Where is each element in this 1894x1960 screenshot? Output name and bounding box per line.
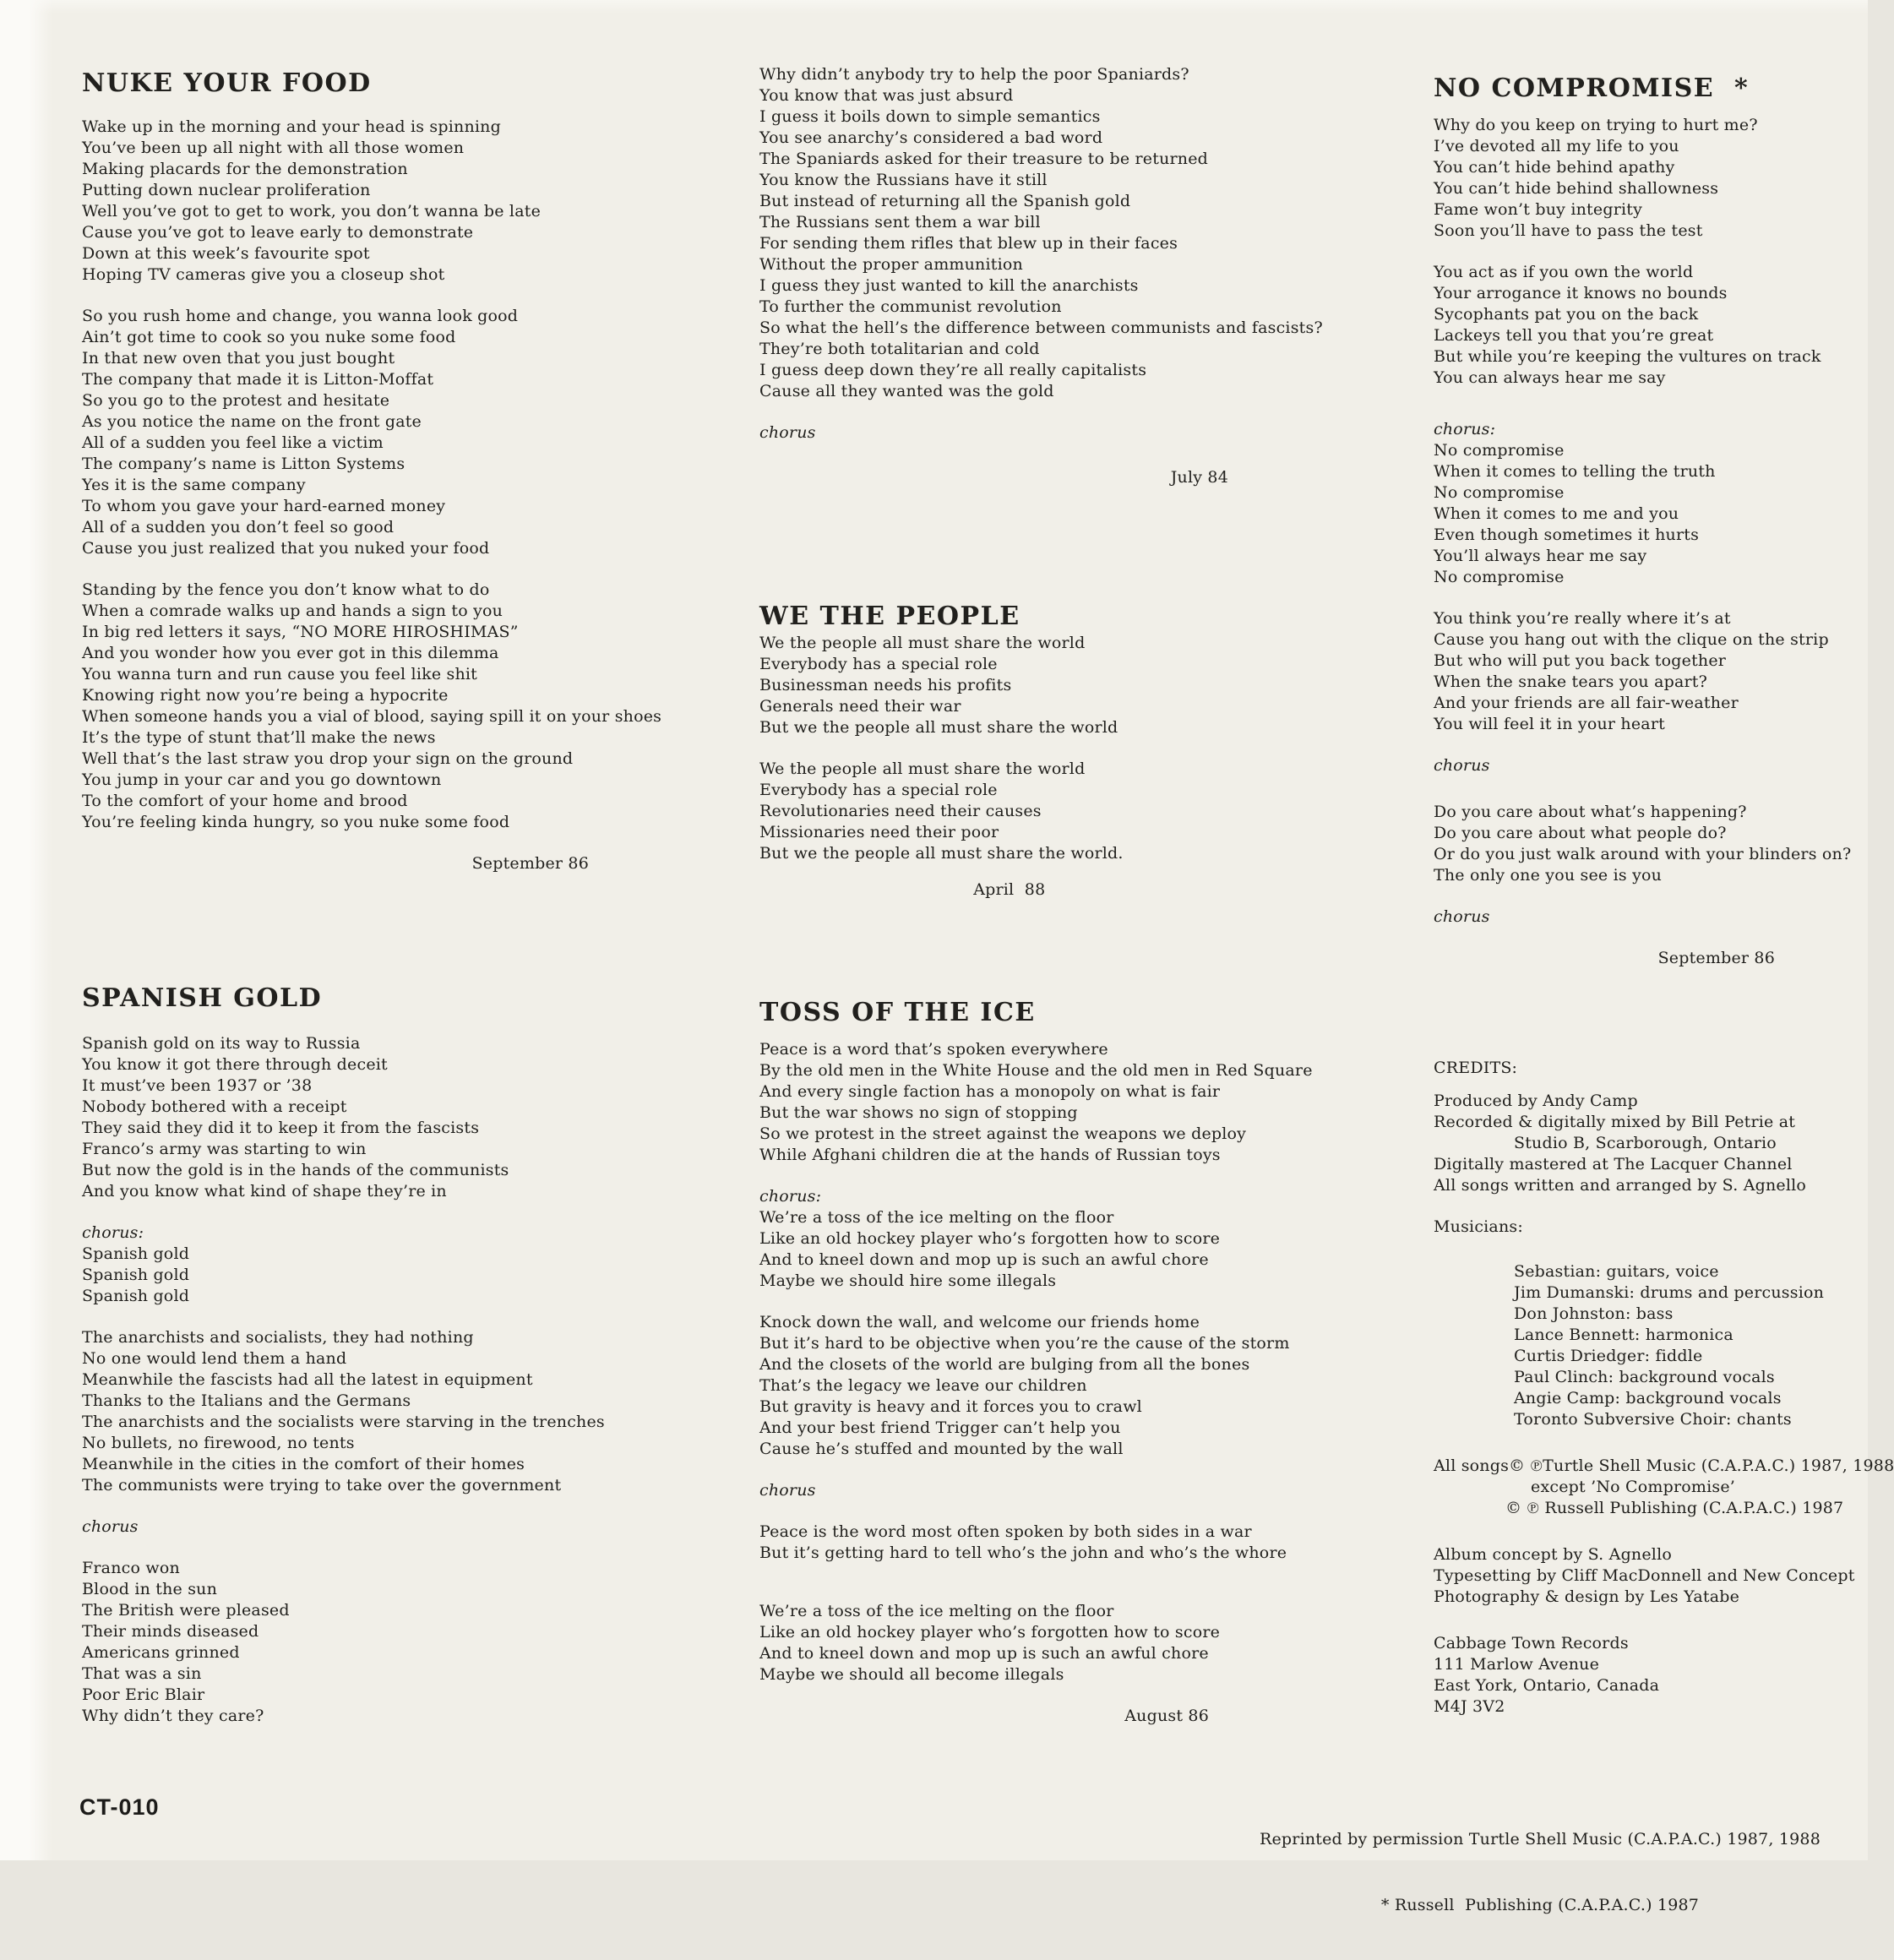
lyric-line: Cause he’s stuffed and mounted by the wall <box>759 1440 1124 1458</box>
lyric-line: Knock down the wall, and welcome our friends home <box>759 1313 1200 1331</box>
song-title: TOSS OF THE ICE <box>759 998 1036 1027</box>
chorus-label: chorus <box>1434 756 1490 775</box>
credit-line: Studio B, Scarborough, Ontario <box>1514 1134 1777 1152</box>
lyric-line: And to kneel down and mop up is such an awful chore <box>759 1250 1209 1269</box>
stanza <box>82 306 656 559</box>
stanza <box>1434 608 1829 735</box>
lyric-line: Spanish gold <box>82 1266 190 1284</box>
lyric-line: No compromise <box>1434 483 1565 502</box>
stanza <box>759 1601 1334 1685</box>
credit-line: Toronto Subversive Choir: chants <box>1514 1410 1792 1429</box>
lyric-line: The company’s name is Litton Systems <box>82 455 405 473</box>
lyric-line: Hoping TV cameras give you a closeup shot <box>82 265 445 284</box>
lyric-line: By the old men in the White House and the old men in Red Square <box>759 1061 1313 1080</box>
lyric-line: To the comfort of your home and brood <box>82 792 408 810</box>
lyric-line: But it’s getting hard to tell who’s the john and who’s the whore <box>759 1544 1287 1562</box>
credit-line: Produced by Andy Camp <box>1434 1092 1638 1110</box>
credit-line: Album concept by S. Agnello <box>1434 1545 1673 1564</box>
lyric-line: The anarchists and socialists, they had nothing <box>82 1328 474 1347</box>
lyric-line: So you rush home and change, you wanna look good <box>82 307 519 325</box>
column-right <box>1434 74 1894 1718</box>
chorus-label: chorus <box>759 1481 816 1500</box>
lyric-line: When the snake tears you apart? <box>1434 672 1708 691</box>
lyric-line: Franco’s army was starting to win <box>82 1140 367 1158</box>
lyric-line: Fame won’t buy integrity <box>1434 200 1643 219</box>
lyric-line: Cause all they wanted was the gold <box>759 382 1054 400</box>
lyric-line: The anarchists and the socialists were starving in the trenches <box>82 1413 605 1431</box>
lyric-line: Why didn’t they care? <box>82 1707 264 1725</box>
lyric-line: Franco won <box>82 1559 180 1577</box>
lyric-line: I guess it boils down to simple semantics <box>759 107 1101 126</box>
stanza <box>1434 1456 1894 1519</box>
credit-line: except ’No Compromise’ <box>1531 1478 1736 1496</box>
lyric-line: As you notice the name on the front gate <box>82 412 422 431</box>
lyric-line: We the people all must share the world <box>759 760 1086 778</box>
lyric-line: While Afghani children die at the hands of Russian toys <box>759 1146 1221 1164</box>
lyric-line: For sending them rifles that blew up in their faces <box>759 234 1178 253</box>
credit-line: Jim Dumanski: drums and percussion <box>1514 1283 1825 1302</box>
credit-line: Digitally mastered at The Lacquer Channel <box>1434 1155 1793 1173</box>
credit-line: All songs© ℗Turtle Shell Music (C.A.P.A.C.) 1987, 1988 <box>1434 1456 1894 1475</box>
lyric-line: Why didn’t anybody try to help the poor Spaniards? <box>759 65 1189 84</box>
stanza <box>1434 115 1812 242</box>
lyric-line: And the closets of the world are bulging from all the bones <box>759 1355 1250 1374</box>
stanza <box>1434 1261 1825 1430</box>
chorus-label: chorus <box>759 423 816 442</box>
lyric-line: Do you care about what people do? <box>1434 824 1727 842</box>
lyric-line: Generals need their war <box>759 697 961 716</box>
lyric-line: Ain’t got time to cook so you nuke some food <box>82 328 456 346</box>
lyric-line: Without the proper ammunition <box>759 255 1023 274</box>
lyric-line: Maybe we should all become illegals <box>759 1665 1064 1684</box>
lyric-line: So what the hell’s the difference between communists and fascists? <box>759 318 1323 337</box>
lyric-line: Well that’s the last straw you drop your sign on the ground <box>82 749 574 768</box>
lyric-line: Thanks to the Italians and the Germans <box>82 1391 411 1410</box>
lyric-line: Knowing right now you’re being a hypocrite <box>82 686 449 705</box>
lyric-line: I guess they just wanted to kill the anarchists <box>759 276 1139 295</box>
lyric-line: You can’t hide behind shallowness <box>1434 179 1719 198</box>
lyric-line: So you go to the protest and hesitate <box>82 391 390 410</box>
lyric-line: No compromise <box>1434 441 1565 460</box>
chorus-label: chorus <box>82 1517 139 1536</box>
stanza <box>759 64 1334 402</box>
stanza <box>759 759 1334 864</box>
lyric-line: I guess deep down they’re all really capitalists <box>759 361 1147 379</box>
credit-line: Lance Bennett: harmonica <box>1514 1326 1733 1344</box>
date-label: September 86 <box>1657 949 1775 967</box>
chorus-block <box>1434 755 1812 776</box>
song-title: NUKE YOUR FOOD <box>82 68 372 98</box>
date-label: April 88 <box>973 880 1046 899</box>
lyric-line: Revolutionaries need their causes <box>759 802 1042 820</box>
lyric-line: You know that was just absurd <box>759 86 1014 105</box>
stanza <box>1434 1544 1855 1608</box>
chorus-label: chorus: <box>759 1187 822 1206</box>
chorus-block <box>759 1186 1334 1292</box>
lyric-line: But while you’re keeping the vultures on track <box>1434 347 1821 366</box>
lyric-line: Peace is a word that’s spoken everywhere <box>759 1040 1108 1059</box>
lyric-line: And every single faction has a monopoly on what is fair <box>759 1082 1221 1101</box>
song-title: WE THE PEOPLE <box>759 602 1020 631</box>
lyric-line: Well you’ve got to get to work, you don’t wanna be late <box>82 202 542 220</box>
lyric-line: Americans grinned <box>82 1643 240 1662</box>
lyric-line: When it comes to telling the truth <box>1434 462 1716 481</box>
chorus-block <box>759 1480 1334 1501</box>
lyric-line: The Russians sent them a war bill <box>759 213 1041 231</box>
lyric-line: You’re feeling kinda hungry, so you nuke some food <box>82 813 510 831</box>
lyric-line: Their minds diseased <box>82 1622 259 1641</box>
stanza <box>82 580 662 833</box>
credit-line: Cabbage Town Records <box>1434 1634 1629 1652</box>
stanza <box>1434 1091 1812 1196</box>
lyric-line: And your friends are all fair-weather <box>1434 694 1739 712</box>
stanza <box>1434 802 1852 886</box>
lyric-line: The only one you see is you <box>1434 866 1663 885</box>
lyric-line: All of a sudden you feel like a victim <box>82 433 384 452</box>
credit-line: M4J 3V2 <box>1434 1697 1505 1716</box>
lyric-line: You see anarchy’s considered a bad word <box>759 128 1103 147</box>
lyric-line: Businessman needs his profits <box>759 676 1012 694</box>
lyric-line: You think you’re really where it’s at <box>1434 609 1731 628</box>
credit-line: Typesetting by Cliff MacDonnell and New Concept <box>1434 1566 1855 1585</box>
lyric-line: Sycophants pat you on the back <box>1434 305 1699 324</box>
chorus-label: chorus <box>1434 907 1490 926</box>
lyric-line: And you wonder how you ever got in this dilemma <box>82 644 499 662</box>
lyric-line: You will feel it in your heart <box>1434 715 1665 733</box>
section-heading: CREDITS: <box>1434 1059 1518 1077</box>
lyric-line: But we the people all must share the world. <box>759 844 1124 863</box>
lyric-line: That’s the legacy we leave our children <box>759 1376 1087 1395</box>
lyric-line: You wanna turn and run cause you feel like shit <box>82 665 478 683</box>
lyric-line: And your best friend Trigger can’t help you <box>759 1418 1121 1437</box>
credit-line: Sebastian: guitars, voice <box>1514 1262 1719 1281</box>
reprint-notice <box>1260 1784 1821 1960</box>
stanza <box>759 1522 1334 1564</box>
credit-line: East York, Ontario, Canada <box>1434 1676 1660 1695</box>
credit-line: Paul Clinch: background vocals <box>1514 1368 1775 1386</box>
lyric-line: Spanish gold on its way to Russia <box>82 1034 361 1053</box>
credit-line: Recorded & digitally mixed by Bill Petrie at <box>1434 1113 1796 1131</box>
chorus-label: chorus: <box>82 1223 144 1242</box>
credit-line: Don Johnston: bass <box>1514 1304 1674 1323</box>
stanza <box>759 633 1334 738</box>
lyric-line: No bullets, no firewood, no tents <box>82 1434 355 1452</box>
lyric-line: Maybe we should hire some illegals <box>759 1271 1057 1290</box>
lyric-line: But instead of returning all the Spanish gold <box>759 192 1131 210</box>
lyric-line: You act as if you own the world <box>1434 263 1694 281</box>
lyric-line: Everybody has a special role <box>759 655 998 673</box>
reprint-notice-line1: Reprinted by permission Turtle Shell Music (C.A.P.A.C.) 1987, 1988 <box>1259 1830 1821 1848</box>
lyric-line: Nobody bothered with a receipt <box>82 1097 347 1116</box>
lyric-line: Missionaries need their poor <box>759 823 999 841</box>
lyric-line: All of a sudden you don’t feel so good <box>82 518 395 536</box>
lyric-line: Why do you keep on trying to hurt me? <box>1434 116 1758 134</box>
chorus-block <box>82 1516 656 1538</box>
section-heading: Musicians: <box>1434 1217 1523 1236</box>
stanza <box>1434 1633 1812 1718</box>
lyric-line: But the war shows no sign of stopping <box>759 1103 1078 1122</box>
lyric-line: Like an old hockey player who’s forgotten how to score <box>759 1229 1221 1248</box>
lyric-line: And you know what kind of shape they’re in <box>82 1182 447 1200</box>
lyric-line: And to kneel down and mop up is such an awful chore <box>759 1644 1209 1663</box>
lyric-line: Cause you hang out with the clique on the strip <box>1434 630 1829 649</box>
lyric-line: Like an old hockey player who’s forgotten how to score <box>759 1623 1221 1642</box>
lyric-line: Lackeys tell you that you’re great <box>1434 326 1714 345</box>
lyric-line: No one would lend them a hand <box>82 1349 347 1368</box>
lyric-line: Making placards for the demonstration <box>82 160 408 178</box>
lyric-line: They said they did it to keep it from the fascists <box>82 1119 480 1137</box>
column-middle <box>759 64 1334 1727</box>
lyric-line: Wake up in the morning and your head is spinning <box>82 117 501 136</box>
lyric-line: Meanwhile in the cities in the comfort of their homes <box>82 1455 525 1473</box>
lyric-line: Standing by the fence you don’t know what to do <box>82 580 490 599</box>
lyric-line: No compromise <box>1434 568 1565 586</box>
lyric-line: Meanwhile the fascists had all the latest in equipment <box>82 1370 533 1389</box>
credit-line: All songs written and arranged by S. Agnello <box>1434 1176 1807 1195</box>
lyric-line: Blood in the sun <box>82 1580 218 1598</box>
date-label: September 86 <box>471 854 589 873</box>
lyric-line: Do you care about what’s happening? <box>1434 803 1747 821</box>
credit-line: Curtis Driedger: fiddle <box>1514 1347 1703 1365</box>
chorus-block <box>1434 419 1812 588</box>
lyric-line: In big red letters it says, “NO MORE HIROSHIMAS” <box>82 623 519 641</box>
date-label: August 86 <box>1124 1707 1209 1725</box>
lyric-line: That was a sin <box>82 1664 202 1683</box>
song-title: SPANISH GOLD <box>82 983 323 1013</box>
lyric-line: But who will put you back together <box>1434 651 1727 670</box>
lyric-line: You know it got there through deceit <box>82 1055 388 1074</box>
lyric-line: We’re a toss of the ice melting on the floor <box>759 1208 1114 1227</box>
stanza <box>82 1558 656 1727</box>
lyric-line: We the people all must share the world <box>759 634 1086 652</box>
credit-line: © ℗ Russell Publishing (C.A.P.A.C.) 1987 <box>1505 1499 1844 1517</box>
lyric-line: The communists were trying to take over the government <box>82 1476 562 1494</box>
lyric-line: We’re a toss of the ice melting on the floor <box>759 1602 1114 1620</box>
lyric-line: Poor Eric Blair <box>82 1685 205 1704</box>
lyric-line: You’ve been up all night with all those women <box>82 139 465 157</box>
lyric-line: Putting down nuclear proliferation <box>82 181 371 199</box>
lyric-line: In that new oven that you just bought <box>82 349 395 368</box>
credit-line: Photography & design by Les Yatabe <box>1434 1587 1740 1606</box>
chorus-block <box>82 1222 656 1307</box>
lyric-line: Even though sometimes it hurts <box>1434 525 1700 544</box>
lyric-line: To whom you gave your hard-earned money <box>82 497 446 515</box>
reprint-notice-line2: * Russell Publishing (C.A.P.A.C.) 1987 <box>1380 1896 1700 1914</box>
lyric-line: But now the gold is in the hands of the communists <box>82 1161 509 1179</box>
lyric-line: So we protest in the street against the weapons we deploy <box>759 1124 1247 1143</box>
lyric-line: The company that made it is Litton-Moffat <box>82 370 434 389</box>
lyric-line: You know the Russians have it still <box>759 171 1048 189</box>
stanza <box>82 1033 656 1202</box>
lyric-line: But gravity is heavy and it forces you to crawl <box>759 1397 1142 1416</box>
lyric-line: But it’s hard to be objective when you’re the cause of the storm <box>759 1334 1290 1353</box>
stanza <box>82 1327 656 1496</box>
stanza <box>759 1039 1334 1166</box>
lyric-line: Cause you just realized that you nuked your food <box>82 539 490 558</box>
lyric-line: You’ll always hear me say <box>1434 547 1647 565</box>
lyric-line: It’s the type of stunt that’ll make the news <box>82 728 436 747</box>
chorus-label: chorus: <box>1434 420 1496 438</box>
lyric-line: To further the communist revolution <box>759 297 1062 316</box>
lyric-line: Spanish gold <box>82 1287 190 1305</box>
stanza <box>82 117 656 286</box>
column-left <box>82 68 662 1727</box>
lyric-line: Cause you’ve got to leave early to demonstrate <box>82 223 474 242</box>
lyric-line: You jump in your car and you go downtown <box>82 770 442 789</box>
lyric-line: They’re both totalitarian and cold <box>759 340 1040 358</box>
stanza <box>1434 262 1821 389</box>
lyric-line: When it comes to me and you <box>1434 504 1679 523</box>
lyric-line: Soon you’ll have to pass the test <box>1434 221 1703 240</box>
lyric-line: When a comrade walks up and hands a sign to you <box>82 602 503 620</box>
lyric-line: Peace is the word most often spoken by both sides in a war <box>759 1522 1252 1541</box>
chorus-block <box>1434 906 1812 928</box>
lyric-line: The Spaniards asked for their treasure to be returned <box>759 150 1209 168</box>
lyric-line: I’ve devoted all my life to you <box>1434 137 1679 155</box>
catalog-number: CT-010 <box>79 1794 160 1820</box>
lyric-line: You can always hear me say <box>1434 368 1666 387</box>
lyric-line: Yes it is the same company <box>82 476 306 494</box>
lyric-line: Your arrogance it knows no bounds <box>1434 284 1728 302</box>
lyric-line: It must’ve been 1937 or ’38 <box>82 1076 313 1095</box>
lyric-line: The British were pleased <box>82 1601 290 1620</box>
chorus-block <box>759 422 1334 444</box>
lyric-line: When someone hands you a vial of blood, saying spill it on your shoes <box>82 707 662 726</box>
credit-line: Angie Camp: background vocals <box>1514 1389 1782 1407</box>
lyric-line: But we the people all must share the world <box>759 718 1118 737</box>
date-label: July 84 <box>1170 468 1228 487</box>
lyric-line: Everybody has a special role <box>759 781 998 799</box>
stanza <box>759 1312 1334 1460</box>
lyric-line: Spanish gold <box>82 1244 190 1263</box>
lyric-line: Down at this week’s favourite spot <box>82 244 370 263</box>
lyric-line: Or do you just walk around with your blinders on? <box>1434 845 1852 863</box>
song-title: NO COMPROMISE * <box>1434 74 1750 103</box>
credit-line: 111 Marlow Avenue <box>1434 1655 1600 1674</box>
lyric-line: You can’t hide behind apathy <box>1434 158 1675 177</box>
